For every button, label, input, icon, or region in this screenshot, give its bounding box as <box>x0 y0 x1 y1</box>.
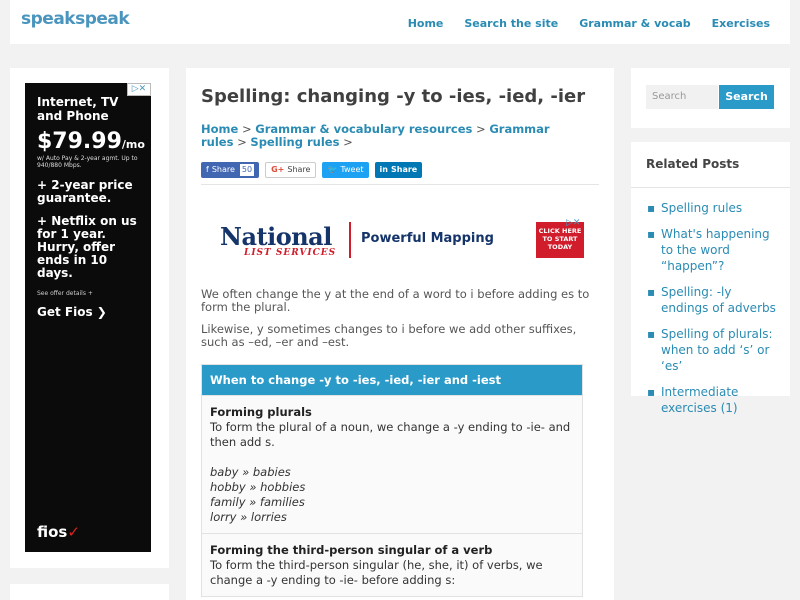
related-post-link[interactable]: ▪ Spelling of plurals: when to add ‘s’ or ‘es’ <box>647 326 780 374</box>
example-item: family » families <box>210 495 305 509</box>
example-item: baby » babies <box>210 465 291 479</box>
ad-brand-sub: LIST SERVICES <box>244 248 337 258</box>
fios-ad[interactable] <box>25 83 151 552</box>
ad-bullet-1: + 2-year price guarantee. <box>37 178 133 205</box>
article <box>186 68 614 600</box>
rules-table <box>201 364 583 597</box>
nav-search-the-site[interactable]: Search the site <box>464 17 559 30</box>
breadcrumb-home[interactable]: Home <box>201 122 239 136</box>
tweet-button[interactable]: 🐦 Tweet <box>322 162 368 178</box>
section-title: Forming plurals <box>210 405 312 419</box>
intro-paragraph-1: We often change the y at the end of a word to i before adding es to form the plural. <box>201 287 590 314</box>
breadcrumb-grammar-vocab-resources[interactable]: Grammar & vocabulary resources <box>255 122 473 136</box>
example-item: lorry » lorries <box>210 510 287 524</box>
site-logo[interactable]: speakspeak <box>21 9 130 29</box>
site-header <box>10 0 790 44</box>
ad-fine-print: w/ Auto Pay & 2-year agmt. Up to 940/880 Mbps. <box>37 155 138 169</box>
search-widget <box>631 68 790 128</box>
search-button[interactable]: Search <box>719 85 774 109</box>
main-nav <box>408 17 770 30</box>
breadcrumb: Home > Grammar & vocabulary resources > Grammar rules > Spelling rules > <box>201 122 550 149</box>
ad-details-link[interactable]: See offer details + <box>37 290 93 297</box>
rules-table-header: When to change -y to -ies, -ied, -ier and -iest <box>202 365 582 395</box>
related-posts-widget <box>631 142 790 415</box>
twitter-icon: 🐦 <box>327 165 338 174</box>
linkedin-icon: in <box>379 165 388 174</box>
related-posts-title: Related Posts <box>631 142 790 188</box>
breadcrumb-spelling-rules[interactable]: Spelling rules <box>250 135 340 149</box>
section-text: To form the plural of a noun, we change a -y ending to -ie- and then add s. <box>210 420 571 449</box>
related-post-link[interactable]: ▪ Spelling: -ly endings of adverbs <box>647 284 780 316</box>
national-list-ad[interactable] <box>216 218 588 262</box>
section-title: Forming the third-person singular of a verb <box>210 543 493 557</box>
ad-divider <box>349 222 351 258</box>
ad-tagline: Powerful Mapping <box>361 231 494 246</box>
left-sidebar <box>10 68 169 568</box>
ad-cta[interactable]: CLICK HERE TO START TODAY <box>536 222 584 258</box>
share-bar <box>201 162 422 178</box>
related-post-link[interactable]: ▪ Spelling rules <box>647 200 780 216</box>
facebook-share-button[interactable]: f Share 50 <box>201 162 259 178</box>
related-posts-list <box>631 188 790 416</box>
ad-choices-icon[interactable]: ▷✕ <box>566 218 581 228</box>
left-sidebar-lower <box>10 584 169 600</box>
gplus-icon: G+ <box>271 165 285 174</box>
related-post-link[interactable]: ▪ Intermediate exercises (1) <box>647 384 780 416</box>
ad-brand: National <box>220 222 332 251</box>
ad-choices-icon[interactable]: ▷✕ <box>127 83 151 96</box>
nav-exercises[interactable]: Exercises <box>711 17 770 30</box>
nav-home[interactable]: Home <box>407 17 444 30</box>
rules-section-third-person <box>202 533 582 596</box>
ad-bullet-2: + Netflix on us for 1 year. Hurry, offer ends in 10 days. <box>37 214 137 280</box>
facebook-icon: f <box>206 165 209 174</box>
related-post-link[interactable]: ▪ What's happening to the word “happen”? <box>647 226 780 274</box>
intro-paragraph-2: Likewise, y sometimes changes to i before we add other suffixes, such as –ed, –er and –est. <box>201 322 577 349</box>
facebook-share-count: 50 <box>241 165 253 174</box>
breadcrumb-grammar-rules[interactable]: Grammar rules <box>201 122 550 149</box>
search-input[interactable]: Search <box>646 85 718 109</box>
ad-price: $79.99/mo <box>37 129 145 154</box>
example-item: hobby » hobbies <box>210 480 306 494</box>
rules-section-plurals <box>202 395 582 533</box>
ad-cta[interactable]: Get Fios ❯ <box>37 305 107 319</box>
page-title: Spelling: changing -y to -ies, -ied, -ier <box>201 86 586 107</box>
fios-logo: fios✓ <box>37 523 80 541</box>
section-text: To form the third-person singular (he, she, it) of verbs, we change a -y ending to -ie- before adding s: <box>210 558 543 587</box>
gplus-share-button[interactable]: G+ Share <box>265 162 316 178</box>
nav-grammar-vocab[interactable]: Grammar & vocab <box>579 17 691 30</box>
divider <box>201 184 599 185</box>
linkedin-share-button[interactable]: in Share <box>375 162 423 178</box>
ad-headline: Internet, TV and Phone <box>37 95 119 123</box>
